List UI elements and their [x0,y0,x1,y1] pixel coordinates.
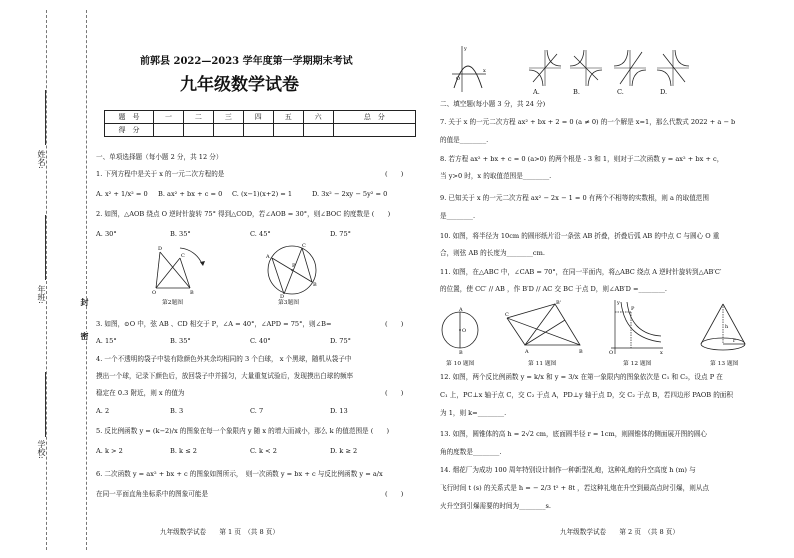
q1-stem: 1. 下列方程中是关于 x 的一元二次方程的是 [96,170,225,178]
school-blank[interactable] [45,372,46,437]
svg-text:B: B [190,290,194,296]
fig11-triangles [505,300,585,355]
q6-parabola-graph [450,44,488,94]
graph-a-icon [527,48,563,88]
seal-mark-1: 封 [80,298,90,306]
svg-text:P: P [292,263,296,269]
q11-line1: 11. 如图，在△ABC 中，∠CAB = 70°，在同一平面内，将△ABC 绕点 A 逆时针旋转到△AB′C′ [440,268,722,276]
q3-option-d: D. 75° [330,337,351,345]
q1-option-d: D. 3x² − 2xy − 5y² = 0 [312,190,388,198]
section2-heading: 二、填空题(每小题 3 分，共 24 分) [440,100,546,108]
q5-stem: 5. 反比例函数 y = (k−2)/x 的图象在每一个象限内 y 随 x 的增大而减小，那么 k 的值范围是 ( ) [96,427,390,435]
svg-text:h: h [725,324,729,330]
score-input[interactable] [243,124,273,137]
svg-text:y: y [464,46,467,52]
q13-line2: 角的度数是________. [440,448,502,456]
svg-text:P: P [631,306,635,312]
q4-line3: 稳定在 0.3 附近，则 x 的值为 [96,389,185,397]
q8-line1: 8. 若方程 ax² + bx + c = 0 (a>0) 的两个根是 - 3 和 1，则对于二次函数 y = ax² + bx + c， [440,155,724,163]
q2-stem: 2. 如图，△AOB 绕点 O 逆时针旋转 75° 得到△COD，若∠AOB = 30°，则∠BOC 的度数是 ( ) [96,210,391,218]
score-input[interactable] [273,124,303,137]
q4-option-b: B. 3 [170,407,184,415]
q4-option-d: D. 13 [330,407,348,415]
fig13-cone [695,300,751,356]
q4-option-c: C. 7 [250,407,264,415]
q3-option-b: B. 35° [170,337,191,345]
q3-option-c: C. 40° [250,337,271,345]
q7-line2: 的值是________. [440,136,489,144]
svg-text:A: A [459,307,463,313]
q13-line1: 13. 如图，圆锥体的高 h = 2√2 cm，底面圆半径 r = 1cm，则圆锥体的侧面展开图的圆心 [440,430,708,438]
svg-text:x: x [483,68,486,74]
fig11-caption: 第 11 题图 [528,361,557,367]
q10-line2: 合，则弦 AB 的长度为________cm. [440,249,545,257]
q9-line1: 9. 已知关于 x 的一元二次方程 ax² − 2x − 1 = 0 有两个不相等的实数根，则 a 的取值范围 [440,194,709,202]
score-cell: 得 分 [105,124,154,137]
fig10-caption: 第 10 题图 [446,361,475,367]
name-blank[interactable] [45,90,46,145]
q12-line3: 为 1，则 k=________. [440,409,507,417]
score-cell: 总 分 [333,111,415,124]
q5-option-c: C. k < 2 [250,447,277,455]
score-cell: 一 [154,111,184,124]
score-cell: 五 [273,111,303,124]
school-label: 学校: [37,440,46,459]
svg-text:A: A [525,349,529,355]
binding-line-right [86,10,87,550]
score-cell: 六 [303,111,333,124]
score-table-score-row [105,124,416,137]
q2-option-d: D. 75° [330,230,351,238]
score-cell: 四 [243,111,273,124]
svg-text:D: D [158,246,163,252]
score-cell: 三 [213,111,243,124]
svg-text:D: D [280,294,285,298]
class-blank[interactable] [45,215,46,280]
score-table [104,110,416,137]
graph-label-d: D. [660,88,668,96]
exam-title: 前郭县 2022—2023 学年度第一学期期末考试 [140,56,353,67]
q4-option-a: A. 2 [96,407,110,415]
score-input[interactable] [213,124,243,137]
q12-line1: 12. 如图，两个反比例函数 y = k/x 和 y = 3/x 在第一象限内的图象依次是 C₁ 和 C₂，设点 P 在 [440,373,723,381]
footer-right: 九年级数学试卷 第 2 页 （共 8 页） [560,528,679,536]
score-input[interactable] [183,124,213,137]
q10-line1: 10. 如图，将半径为 10cm 的圆形纸片沿一条弦 AB 折叠，折叠后弧 AB 的中点 C 与圆心 O 重 [440,232,720,240]
q14-line1: 14. 烟花厂为成功 100 周年特别设计制作一种新型礼炮，这种礼炮的升空高度 h (m) 与 [440,466,696,474]
svg-text:B: B [459,350,463,354]
fig12-hyperbolas [605,298,665,356]
svg-text:B': B' [556,300,562,306]
graph-label-a: A. [533,88,540,96]
graph-d-icon [655,48,691,88]
svg-text:B: B [313,282,317,288]
score-table-header-row [105,111,416,124]
q4-line1: 4. 一个不透明的袋子中装有除颜色外其余均相同的 3 个白球， x 个黑球，随机从袋子中 [96,355,352,363]
svg-text:O: O [462,328,467,334]
q1-paren: ( ) [385,170,404,178]
fig10-circle [440,306,480,354]
q6-paren: ( ) [385,490,404,498]
name-label: 姓名: [37,150,46,169]
graph-c-icon [612,48,648,88]
paper-title: 九年级数学试卷 [180,75,299,95]
q2-option-a: A. 30° [96,230,117,238]
score-cell: 二 [183,111,213,124]
q3-option-a: A. 15° [96,337,117,345]
q2-rotation-figure [150,244,210,296]
q4-paren: ( ) [385,389,404,397]
q3-stem: 3. 如图，⊙O 中，弦 AB 、CD 相交于 P，∠A = 40°，∠APD = 75°，则∠B= [96,320,332,328]
seal-mark-2: 密 [80,332,90,340]
svg-text:O: O [152,290,157,296]
q11-line2: 的位置，使 CC′ // AB ，作 B′D // AC 交 BC 于点 D，则∠AB′D =________. [440,285,668,293]
fig13-caption: 第 13 题图 [710,361,739,367]
q2-option-c: C. 45° [250,230,271,238]
svg-text:B: B [579,349,583,355]
svg-text:y: y [617,300,620,306]
score-input[interactable] [154,124,184,137]
q3-circle-figure [262,242,322,298]
q2-option-b: B. 35° [170,230,191,238]
binding-line-left [46,10,47,550]
svg-text:x: x [660,350,663,356]
svg-text:r: r [733,338,736,344]
class-label: 年班: [37,285,46,304]
q3-paren: ( ) [385,320,404,328]
graph-b-icon [568,48,604,88]
q7-line1: 7. 关于 x 的一元二次方程 ax² + bx + 2 = 0 (a ≠ 0) 的一个解是 x=1，那么代数式 2022 + a − b [440,118,736,126]
fig2-caption: 第2题图 [162,300,184,306]
footer-left: 九年级数学试卷 第 1 页 （共 8 页） [160,528,279,536]
svg-text:O: O [456,76,461,82]
q14-line3: 火升空到引爆需要的时间为________s. [440,502,551,510]
q8-line2: 当 y>0 时，x 的取值范围是________. [440,172,552,180]
q14-line2: 飞行时间 t (s) 的关系式是 h = − 2/3 t² + 8t ，若这种礼炮在升空到最高点时引爆，则从点 [440,484,710,492]
score-input[interactable] [333,124,415,137]
q5-option-a: A. k > 2 [96,447,123,455]
q1-option-c: C. (x−1)(x+2) = 1 [232,190,293,198]
q5-option-d: D. k ≥ 2 [330,447,358,455]
q1-option-a: A. x² + 1/x² = 0 [96,190,148,198]
svg-text:C: C [181,253,185,259]
svg-text:C: C [302,243,306,249]
fig3-caption: 第3题图 [278,300,300,306]
q6-line2: 在同一平面直角坐标系中的图象可能是 [96,490,209,498]
svg-text:C: C [505,312,509,318]
section1-heading: 一、单项选择题（每小题 2 分，共 12 分） [96,153,223,161]
graph-label-c: C. [617,88,624,96]
q4-line2: 摸出一个球，记录下颜色后，放回袋子中并摇匀，大量重复试验后，发现摸出白球的频率 [96,372,354,380]
q1-option-b: B. ax² + bx + c = 0 [158,190,223,198]
q9-line2: 是________. [440,212,476,220]
graph-label-b: B. [573,88,580,96]
score-cell: 题 号 [105,111,154,124]
svg-text:A: A [266,254,270,260]
q5-option-b: B. k ≤ 2 [170,447,197,455]
q6-line1: 6. 二次函数 y = ax² + bx + c 的图象如图所示， 则一次函数 y = bx + c 与反比例函数 y = a/x [96,470,383,478]
score-input[interactable] [303,124,333,137]
svg-text:O: O [609,350,614,356]
q12-line2: C₁ 上，PC⊥x 轴于点 C，交 C₂ 于点 A，PD⊥y 轴于点 D，交 C₂ 于点 B，若四边形 PAOB 的面积 [440,391,733,399]
fig12-caption: 第 12 题图 [623,361,652,367]
